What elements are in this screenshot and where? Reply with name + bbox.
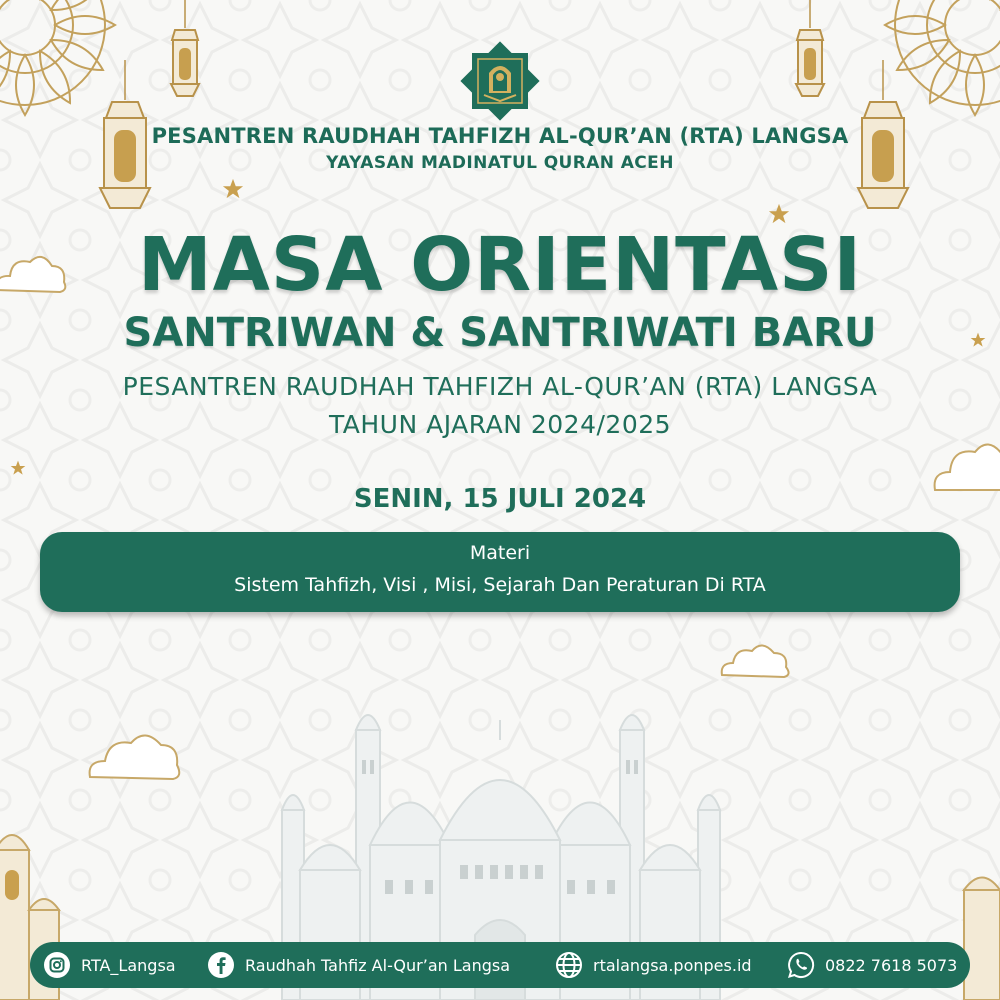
lantern-icon — [160, 0, 210, 120]
school-name: PESANTREN RAUDHAH TAHFIZH AL-QUR’AN (RTA) LANGSA — [122, 372, 878, 401]
whatsapp-icon — [786, 950, 816, 980]
organization-subtitle: YAYASAN MADINATUL QURAN ACEH — [326, 153, 674, 173]
website-url: rtalangsa.ponpes.id — [593, 955, 752, 975]
cloud-icon — [718, 635, 793, 683]
website-contact[interactable] — [554, 942, 752, 988]
instagram-handle: RTA_Langsa — [81, 955, 176, 975]
event-date: SENIN, 15 JULI 2024 — [353, 484, 647, 514]
lantern-icon — [785, 0, 835, 120]
whatsapp-contact[interactable] — [786, 942, 957, 988]
materi-label: Materi — [469, 542, 531, 564]
star-icon — [222, 178, 244, 200]
academic-year: TAHUN AJARAN 2024/2025 — [328, 410, 672, 439]
instagram-contact[interactable] — [42, 942, 176, 988]
facebook-page: Raudhah Tahfiz Al-Qur’an Langsa — [245, 955, 511, 975]
event-subtitle: SANTRIWAN & SANTRIWATI BARU — [123, 310, 877, 356]
event-title: MASA ORIENTASI — [138, 222, 862, 308]
materi-box — [40, 532, 960, 612]
facebook-icon — [206, 950, 236, 980]
rta-logo — [459, 40, 541, 122]
instagram-icon — [42, 950, 72, 980]
facebook-contact[interactable] — [206, 942, 510, 988]
organization-name: PESANTREN RAUDHAH TAHFIZH AL-QUR’AN (RTA) LANGSA — [151, 124, 849, 148]
footer-contact-bar — [30, 942, 970, 988]
globe-icon — [554, 950, 584, 980]
whatsapp-number: 0822 7618 5073 — [825, 955, 958, 975]
cloud-icon — [85, 725, 185, 785]
star-icon — [10, 460, 26, 476]
materi-text: Sistem Tahfizh, Visi , Misi, Sejarah Dan Peraturan Di RTA — [234, 574, 766, 596]
